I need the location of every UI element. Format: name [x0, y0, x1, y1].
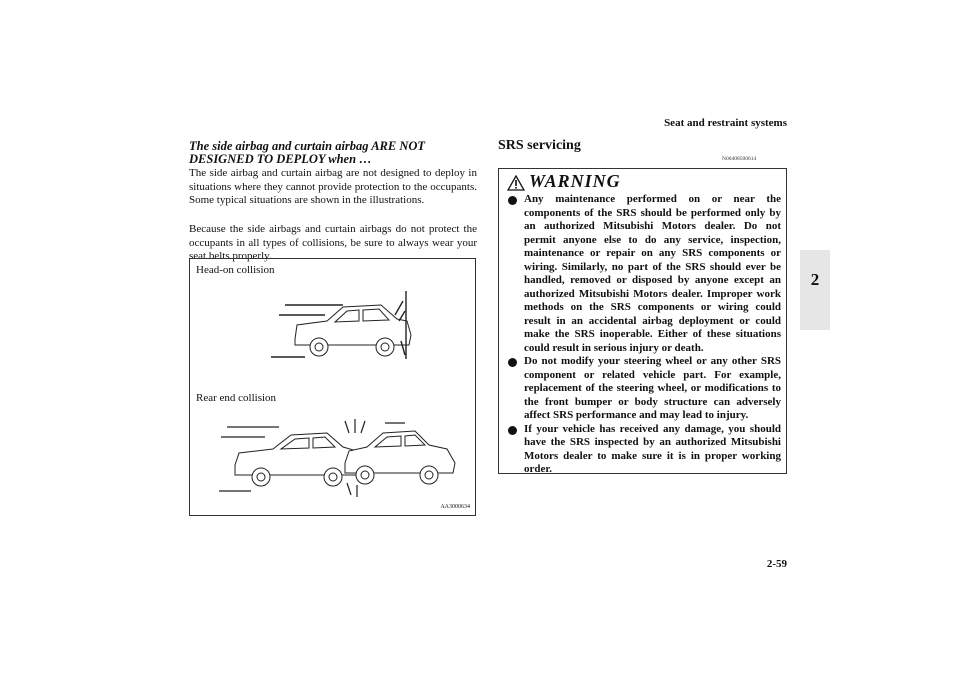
reference-id: N00408500614	[722, 156, 757, 162]
chapter-tab-label: 2	[810, 270, 820, 289]
section-heading: The side airbag and curtain airbag ARE NOT DESIGNED TO DEPLOY when …	[189, 139, 426, 166]
rear-end-collision-drawing	[215, 419, 465, 499]
running-header: Seat and restraint systems	[664, 117, 787, 129]
warning-item	[499, 423, 788, 477]
bullet-icon	[508, 358, 517, 367]
head-on-collision-drawing	[265, 281, 425, 371]
warning-list	[499, 193, 788, 477]
figure-code: AA3000634	[440, 504, 470, 510]
figure-caption-rear-end: Rear end collision	[196, 392, 277, 404]
warning-box	[498, 168, 787, 474]
warning-item-text: If your vehicle has received any damage, you should have the SRS inspected by an authorized Mitsubishi Motors dealer to make sure it is in proper working order.	[524, 422, 781, 475]
body-paragraph: Because the side airbags and curtain airbags do not protect the occupants in all types of collisions, be sure to always wear your seat belts properly.	[189, 223, 477, 262]
warning-item	[499, 193, 788, 355]
bullet-icon	[508, 196, 517, 205]
chapter-tab	[800, 250, 830, 330]
bullet-icon	[508, 426, 517, 435]
warning-item-text: Do not modify your steering wheel or any other SRS component or related vehicle part. For example, replacement of the steering wheel, or modifications to the front bumper or body structure can adversely affect SRS performance and may lead to injury.	[524, 355, 781, 421]
figure-caption-head-on: Head-on collision	[196, 264, 275, 276]
section-heading-srs: SRS servicing	[498, 138, 581, 153]
body-paragraph: The side airbag and curtain airbag are not designed to deploy in situations where they cannot provide protection to the occupants. Some typical situations are shown in the illustrations.	[189, 167, 477, 206]
collision-illustration	[189, 258, 476, 516]
warning-title: WARNING	[529, 171, 621, 191]
warning-triangle-icon	[507, 175, 525, 191]
page-number: 2-59	[766, 558, 787, 570]
warning-item-text: Any maintenance performed on or near the components of the SRS should be performed only by an authorized Mitsubishi Motors dealer. Do not permit anyone else to do any service, inspection, maintenance or repair on any SRS components or wiring. Similarly, no part of the SRS should ever be handled, removed or disposed by anyone except an authorized Mitsubishi Motors dealer. Improper work methods on the SRS components or wiring could result in an accidental airbag deployment or could make the SRS inoperable. Either of these situations could result in serious injury or death.	[524, 193, 781, 354]
warning-item	[499, 355, 788, 423]
